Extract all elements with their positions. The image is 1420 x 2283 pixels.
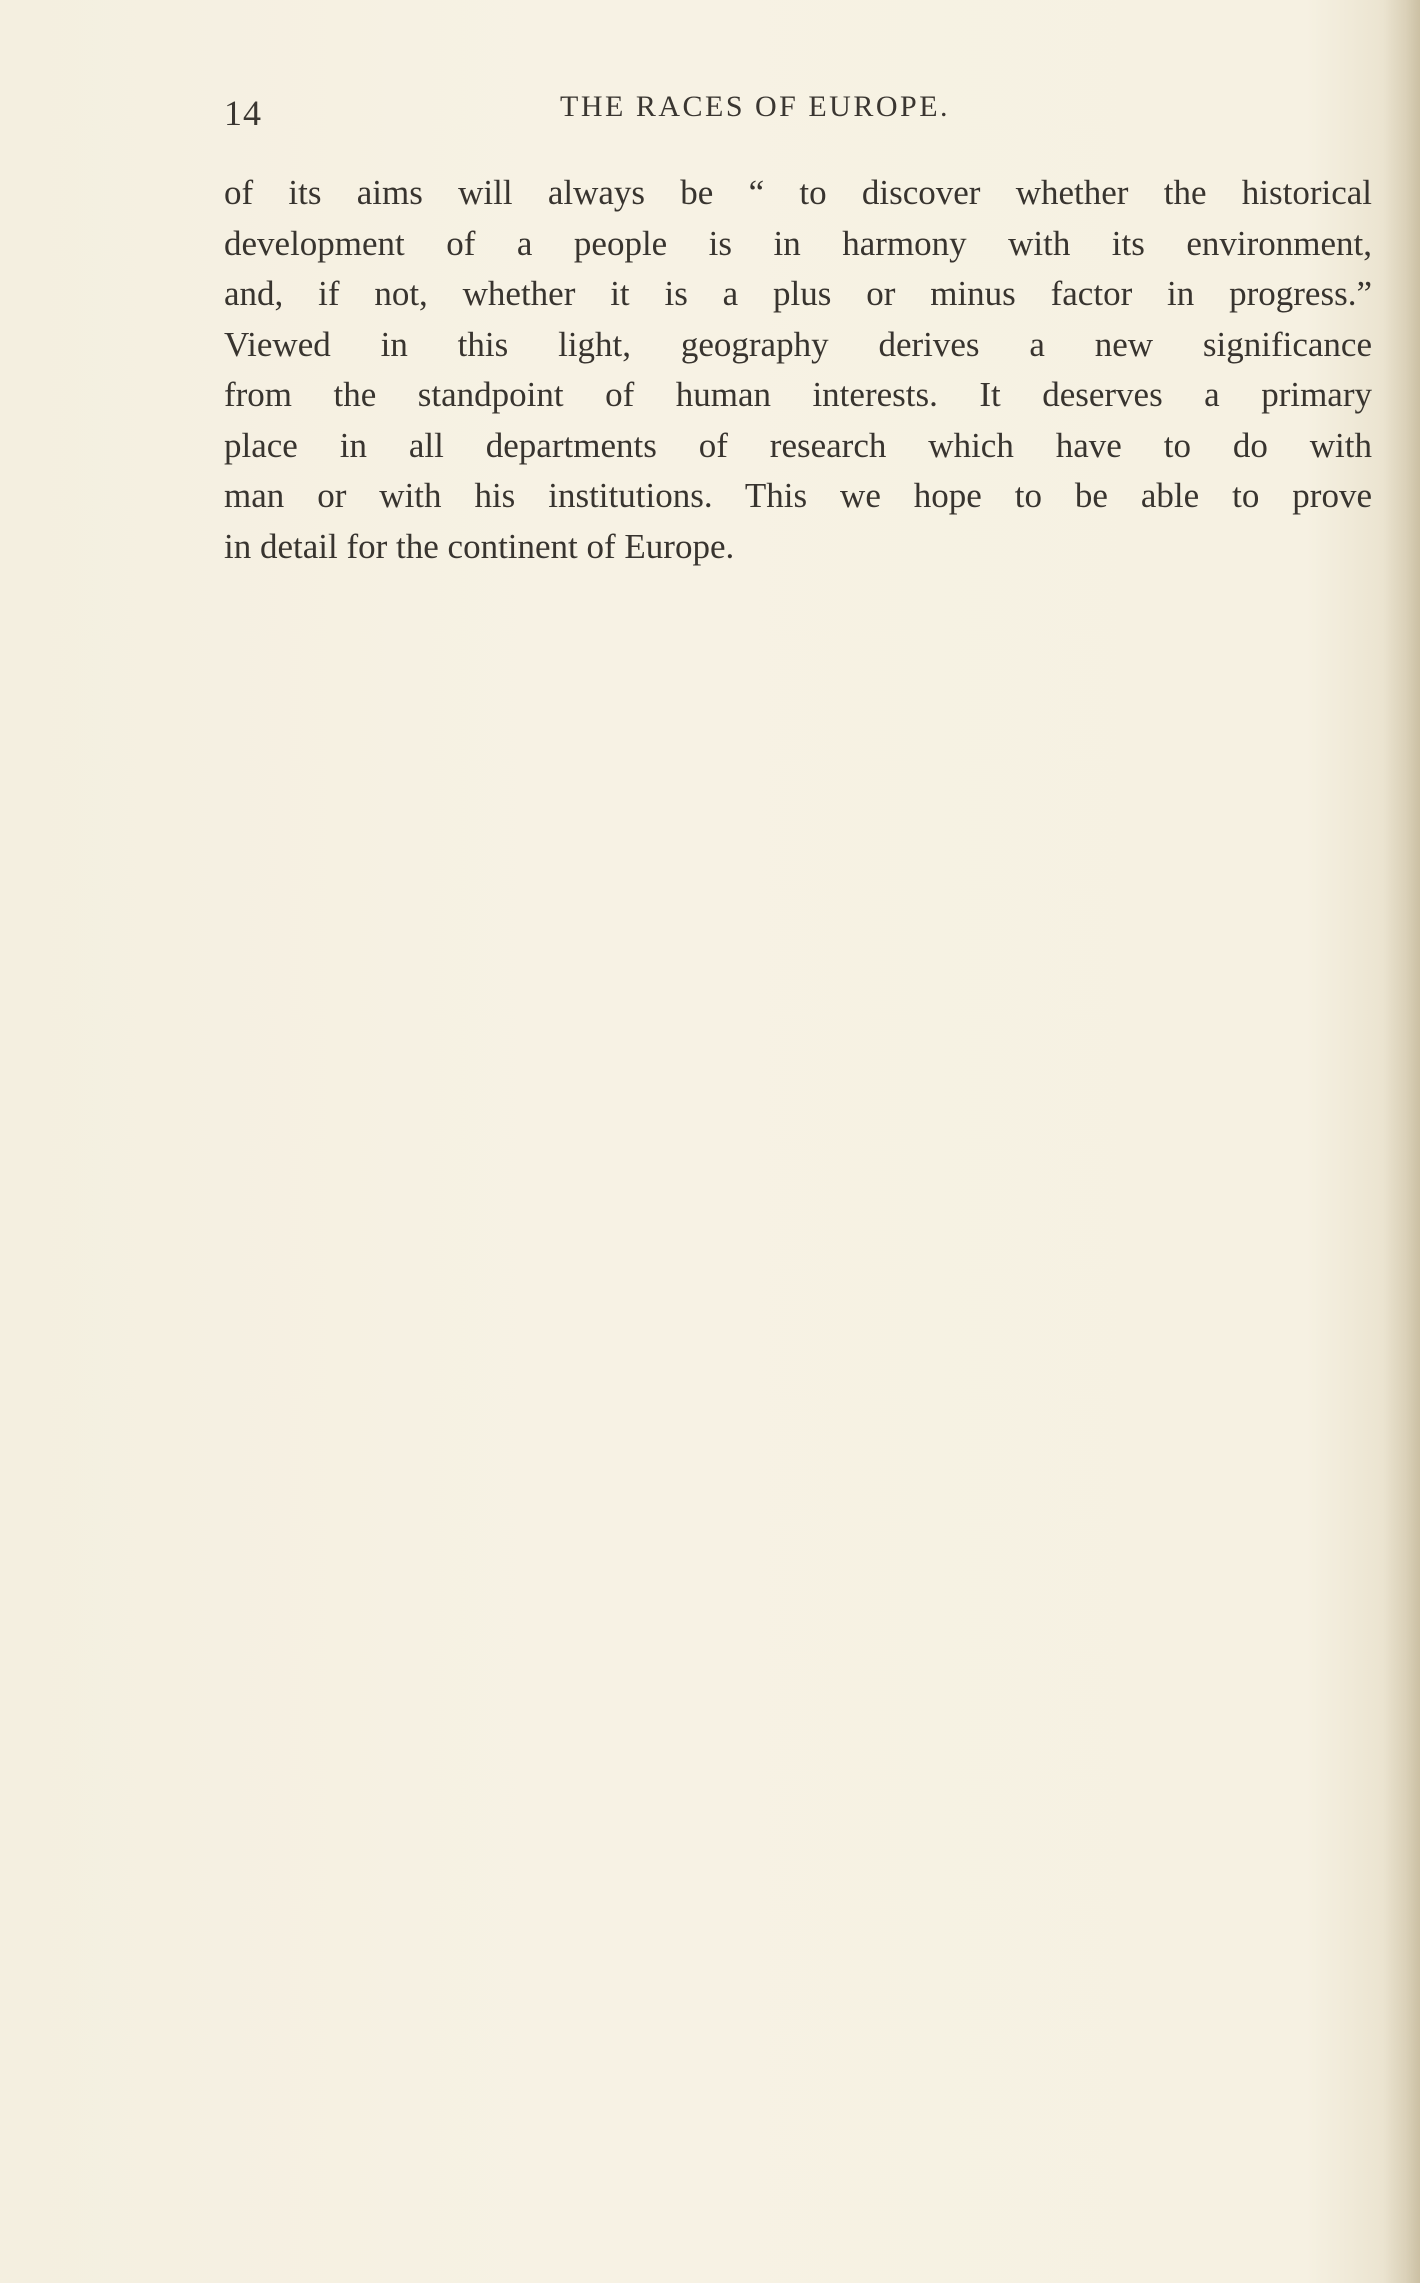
running-title: THE RACES OF EUROPE. — [560, 90, 951, 123]
page-edge-shadow — [1384, 0, 1420, 2283]
text-line: man or with his institutions. This we hope to be able to prove — [224, 476, 1372, 515]
text-line: in detail for the continent of Europe. — [224, 526, 735, 566]
running-head — [224, 86, 1374, 136]
text-line: Viewed in this light, geography derives a new significance — [224, 324, 1372, 364]
text-line: from the standpoint of human interests. It deserves a primary — [224, 375, 1372, 414]
text-line: development of a people is in harmony with its environment, — [224, 223, 1372, 263]
body-text — [224, 168, 1372, 572]
text-line: of its aims will always be “ to discover whether the historical — [224, 173, 1372, 212]
page-number: 14 — [224, 93, 262, 133]
text-line: and, if not, whether it is a plus or minus factor in progress.” — [224, 274, 1372, 313]
text-line: place in all departments of research which have to do with — [224, 425, 1372, 465]
